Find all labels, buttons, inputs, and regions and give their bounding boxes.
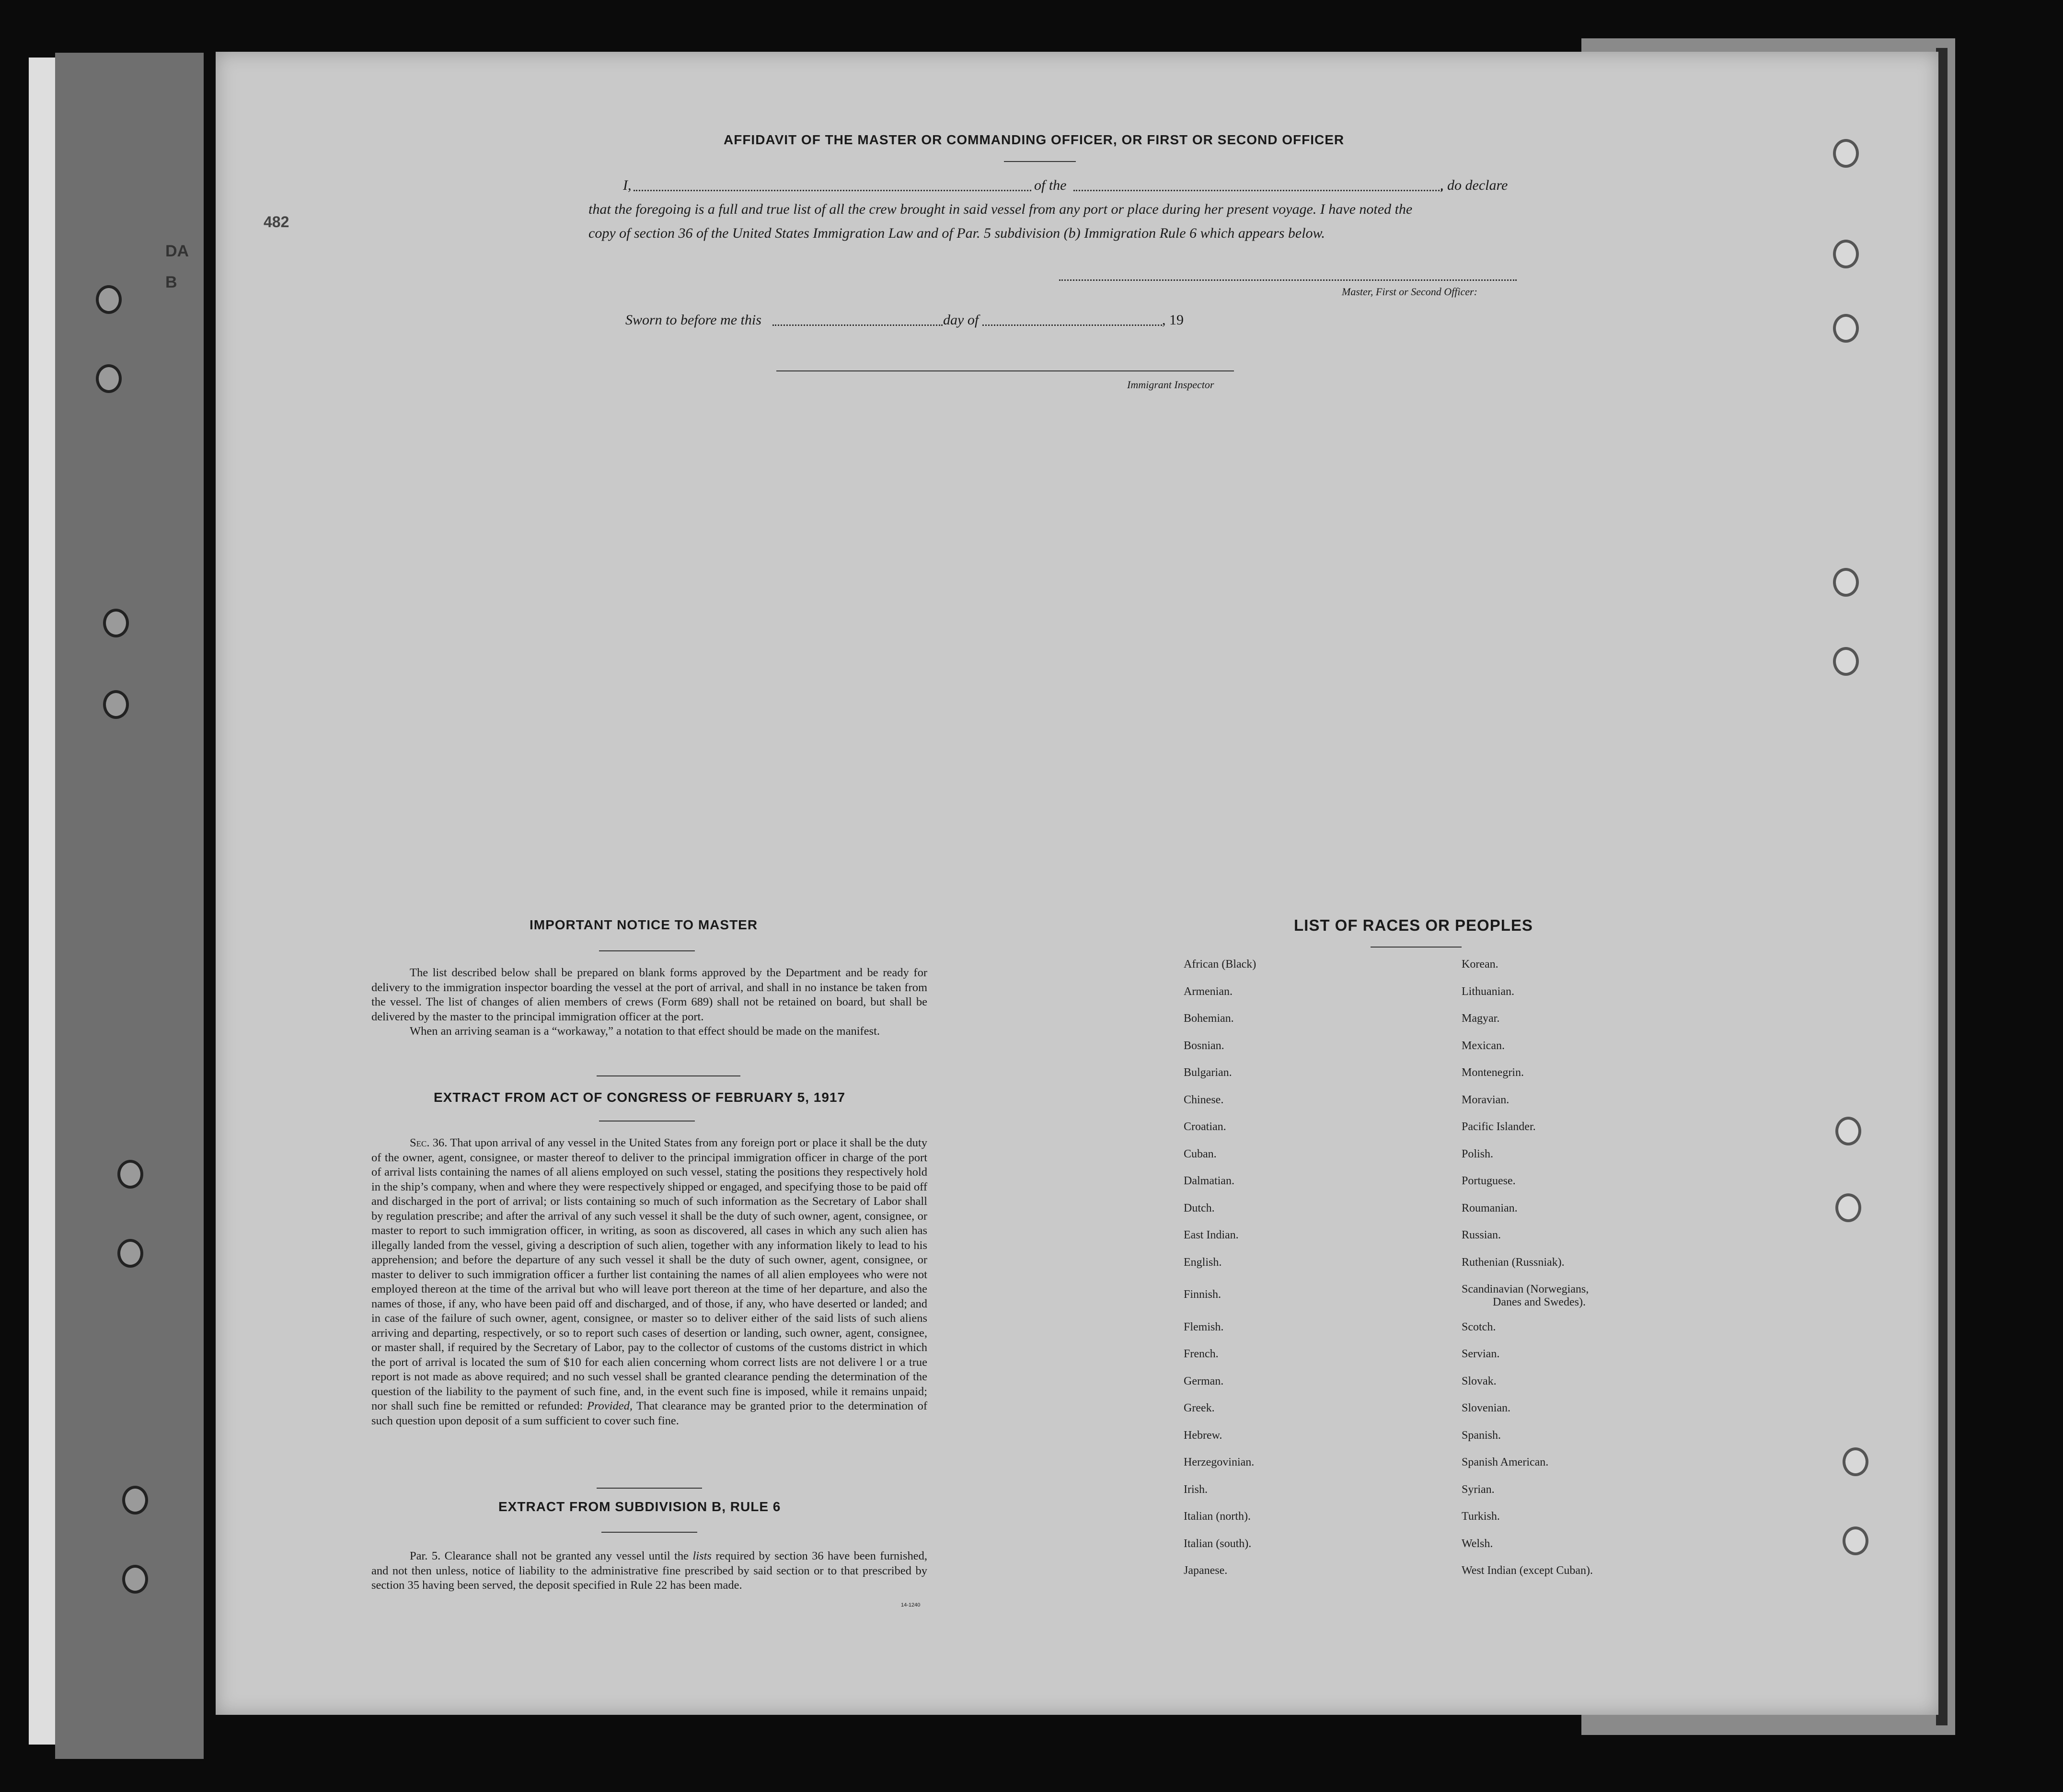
race-right-item: Welsh. [1462,1537,1493,1550]
provided-word: Provided, [587,1399,633,1412]
race-right-item: Montenegrin. [1462,1066,1524,1079]
page-hole [1833,647,1859,676]
race-left-item: Finnish. [1184,1288,1222,1301]
page-hole [1833,314,1859,343]
race-right-item: Scandinavian (Norwegians, [1462,1283,1589,1295]
race-left-item: Cuban. [1184,1147,1217,1160]
divider [597,1075,740,1076]
side-mark: DA [165,242,189,260]
affiant-name-field[interactable] [634,190,1031,191]
race-left-item: African (Black) [1184,958,1256,971]
sworn-day-field[interactable] [772,324,943,326]
page-hole [1835,1117,1861,1145]
rule-text-b: required by section 36 have been furnished, and not then unless, notice of liability to the administrative fine prescribed by said section or to that prescribed by section 35 having been served, the deposit specified in Rule 22 has been made. [371,1549,927,1592]
notice-heading: IMPORTANT NOTICE TO MASTER [530,917,758,932]
race-left-item: Herzegovinian. [1184,1456,1255,1468]
lists-word: lists [692,1549,712,1562]
race-left-item: East Indian. [1184,1229,1239,1241]
affidavit-line-2: that the foregoing is a full and true list of all the crew brought in said vessel from any port or place during her present voyage. I have noted the [588,201,1413,217]
affidavit-line-3: copy of section 36 of the United States Immigration Law and of Par. 5 subdivision (b) Immigration Rule 6 which appears below. [588,225,1325,241]
binder-hole [103,690,129,719]
page-hole [1843,1447,1868,1476]
race-left-item: Greek. [1184,1402,1215,1414]
binder-hole [103,609,129,637]
notice-paragraph-1: The list described below shall be prepared on blank forms approved by the Department and be ready for delivery to the immigration inspector boarding the vessel at the port of arrival, and shall in no instance be taken from the vessel. The list of changes of alien members of crews (Form 689) shall not be retained on board, but shall be delivered by the master to the principal immigration officer at the port. [371,966,927,1023]
race-right-item: Korean. [1462,958,1498,971]
race-left-item: Bohemian. [1184,1012,1234,1025]
race-left-item: Japanese. [1184,1564,1228,1577]
inspector-caption: Immigrant Inspector [1127,379,1214,391]
race-left-item: Bulgarian. [1184,1066,1232,1079]
binder-hole [96,364,122,393]
page-mark: 482 [264,213,289,231]
race-right-item: Slovenian. [1462,1402,1510,1414]
race-right-item: Russian. [1462,1229,1501,1241]
race-right-item: West Indian (except Cuban). [1462,1564,1593,1577]
race-right-item: Ruthenian (Russniak). [1462,1256,1565,1269]
race-left-item: French. [1184,1348,1219,1360]
sworn-month-field[interactable] [982,324,1162,326]
race-right-item: Turkish. [1462,1510,1500,1523]
rule-extract-paragraph [371,1549,927,1593]
race-right-item: Slovak. [1462,1375,1497,1387]
background-sheet-edge [29,58,58,1745]
rule-extract-heading: EXTRACT FROM SUBDIVISION B, RULE 6 [498,1499,781,1514]
race-left-item: Dalmatian. [1184,1175,1234,1187]
race-left-item: Croatian. [1184,1121,1226,1133]
inspector-signature-line[interactable] [776,370,1234,371]
notice-text [371,966,927,1039]
of-the-label: of the [1034,177,1067,193]
binder-hole [122,1486,148,1515]
divider [601,1532,697,1533]
race-left-item: English. [1184,1256,1222,1269]
notice-paragraph-2: When an arriving seaman is a “workaway,” a notation to that effect should be made on the manifest. [410,1025,880,1038]
race-right-item: Roumanian. [1462,1202,1518,1214]
race-right-item: Spanish American. [1462,1456,1549,1468]
race-right-item: Scotch. [1462,1320,1496,1333]
race-left-item: Armenian. [1184,985,1233,998]
race-left-item: Bosnian. [1184,1039,1224,1052]
race-right-item: Polish. [1462,1147,1494,1160]
race-right-item: Mexican. [1462,1039,1505,1052]
divider [599,950,695,951]
divider [1004,161,1076,162]
race-right-item: Spanish. [1462,1429,1501,1442]
race-left-item: Hebrew. [1184,1429,1222,1442]
race-right-item: Portuguese. [1462,1175,1516,1187]
act-extract-heading: EXTRACT FROM ACT OF CONGRESS OF FEBRUARY 5, 1917 [434,1090,846,1105]
page-hole [1843,1526,1868,1555]
race-left-item: Italian (north). [1184,1510,1251,1523]
sworn-label: Sworn to before me this [625,312,761,328]
declare-label: , do declare [1440,177,1508,193]
binder-hole [122,1565,148,1594]
act-extract-text [371,1136,927,1428]
race-right-item: Moravian. [1462,1093,1510,1106]
day-of-label: day of [943,312,979,328]
race-left-item: German. [1184,1375,1224,1387]
rule-text-a: Par. 5. Clearance shall not be granted any vessel until the [410,1549,689,1562]
race-left-item: Irish. [1184,1483,1208,1496]
year-label: , 19 [1162,312,1184,328]
officer-signature-field[interactable] [1059,279,1517,281]
manifest-page [216,52,1938,1715]
page-hole [1833,240,1859,268]
race-right-item: Syrian. [1462,1483,1495,1496]
vessel-name-field[interactable] [1073,190,1442,191]
race-left-item: Flemish. [1184,1320,1224,1333]
races-heading: LIST OF RACES OR PEOPLES [1294,916,1533,934]
page-hole [1835,1193,1861,1222]
race-right-item: Lithuanian. [1462,985,1514,998]
race-left-item: Chinese. [1184,1093,1224,1106]
affiant-label: I, [623,177,632,193]
divider [1371,947,1462,948]
race-right-item-continued: Danes and Swedes). [1493,1296,1586,1308]
officer-caption: Master, First or Second Officer: [1342,286,1477,298]
binder-hole [96,285,122,314]
binder-hole [117,1239,143,1268]
form-number: 14-1240 [901,1602,921,1608]
binder-hole [117,1160,143,1189]
race-left-item: Dutch. [1184,1202,1215,1214]
act-body-end: That clearance may be granted prior to the determination of such question upon deposit of a sum sufficient to cover such fine. [371,1399,927,1427]
rule-extract-text [371,1549,927,1593]
race-right-item: Magyar. [1462,1012,1500,1025]
section-label: Sec. 36. [410,1136,448,1149]
side-mark: B [165,273,177,291]
page-hole [1833,139,1859,168]
act-body-text: That upon arrival of any vessel in the United States from any foreign port or place it shall be the duty of the owner, agent, consignee, or master thereof to deliver to the principal immigration officer in charge of the port of arrival lists containing the names of all aliens employed on such vessel, stating the positions they respectively hold in the ship’s company, when and where they were respectively shipped or engaged, and specifying those to be paid off and discharged in the port of arrival; or lists containing so much of such information as the Secretary of Labor shall by regulation prescribe; and after the arrival of any such vessel it shall be the duty of such owner, agent, consignee, or master to report to such immigration officer, in writing, as soon as discovered, all cases in which any such alien has illegally landed from the vessel, giving a description of such alien, together with any information likely to lead to his apprehension; and before the departure of any such vessel it shall be the duty of such owner, agent, consignee, or master to deliver to such immigration officer a further list containing the names of all alien employees who were not employed thereon at the time of the arrival but who will leave port thereon at the time of her departure, and also the names of those, if any, who have been paid off and discharged, and of those, if any, who have deserted or landed; and in case of the failure of such owner, agent, consignee, or master so to deliver either of the said lists of such aliens arriving and departing, respectively, or so to report such cases of desertion or landing, such owner, agent, consignee, or master shall, if required by the Secretary of Labor, pay to the collector of customs of the customs district in which the port of arrival is located the sum of $10 for each alien concerning whom correct lists are not delivere l or a true report is not made as above required; and no such vessel shall be granted clearance pending the determination of the question of the liability to the payment of such fine, and, in the event such fine is imposed, while it remains unpaid; nor shall such fine be remitted or refunded: [371,1136,927,1412]
act-extract-paragraph [371,1136,927,1428]
page-hole [1833,568,1859,597]
race-left-item: Italian (south). [1184,1537,1252,1550]
affidavit-heading: AFFIDAVIT OF THE MASTER OR COMMANDING OFFICER, OR FIRST OR SECOND OFFICER [724,132,1345,147]
divider [597,1488,702,1489]
race-right-item: Servian. [1462,1348,1500,1360]
race-right-item: Pacific Islander. [1462,1121,1536,1133]
